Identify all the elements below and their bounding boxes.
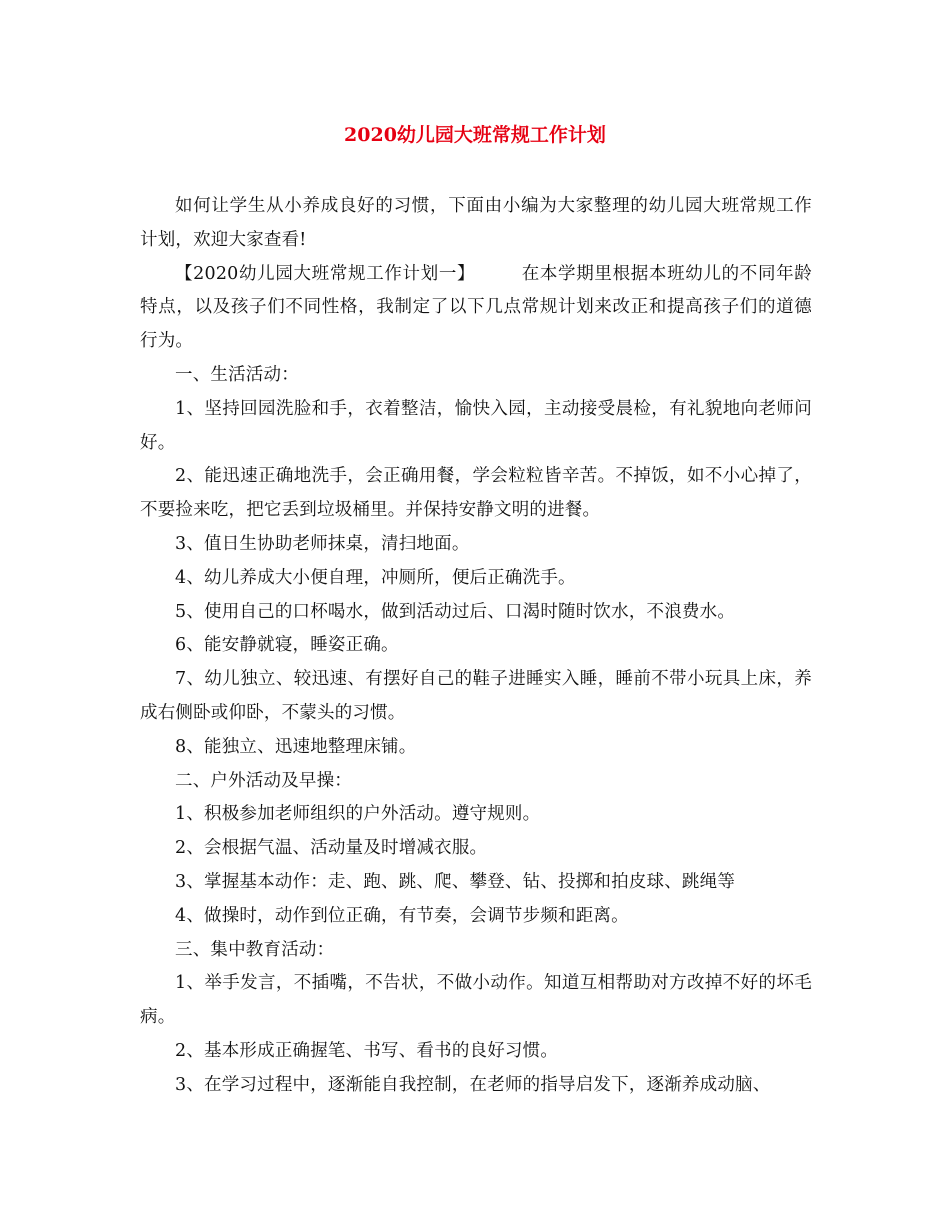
list-item: 1、坚持回园洗脸和手，衣着整洁，愉快入园，主动接受晨检，有礼貌地向老师问好。: [140, 398, 812, 453]
list-item: 3、值日生协助老师抹桌，清扫地面。: [175, 533, 470, 554]
list-item: 8、能独立、迅速地整理床铺。: [175, 736, 417, 757]
list-item: 1、积极参加老师组织的户外活动。遵守规则。: [175, 804, 541, 825]
section-heading-education: 三、集中教育活动：: [175, 939, 335, 960]
intro-paragraph: 如何让学生从小养成良好的习惯，下面由小编为大家整理的幼儿园大班常规工作计划，欢迎大家查看!: [140, 196, 812, 250]
list-item: 4、做操时，动作到位正确，有节奏，会调节步频和距离。: [175, 905, 629, 926]
list-item: 2、基本形成正确握笔、书写、看书的良好习惯。: [175, 1040, 559, 1061]
list-item: 1、举手发言，不插嘴，不告状，不做小动作。知道互相帮助对方改掉不好的坏毛病。: [140, 973, 812, 1028]
plan-intro-paragraph: [140, 258, 812, 359]
list-item: 5、使用自己的口杯喝水，做到活动过后、口渴时随时饮水，不浪费水。: [175, 601, 736, 622]
plan-intro-text: 在本学期里根据本班幼儿的不同年龄特点，以及孩子们不同性格，我制定了以下几点常规计划来改正和提高孩子们的道德行为。: [140, 263, 812, 352]
list-item: 2、能迅速正确地洗手，会正确用餐，学会粒粒皆辛苦。不掉饭，如不小心掉了，不要捡来吃，把它丢到垃圾桶里。并保持安静文明的进餐。: [140, 466, 812, 521]
list-item: 2、会根据气温、活动量及时增减衣服。: [175, 838, 488, 859]
list-item: 7、幼儿独立、较迅速、有摆好自己的鞋子进睡实入睡，睡前不带小玩具上床，养成右侧卧或仰卧，不蒙头的习惯。: [140, 669, 812, 723]
list-item: 4、幼儿养成大小便自理，冲厕所，便后正确洗手。: [175, 567, 576, 588]
section-heading-life: 一、生活活动：: [175, 364, 299, 385]
list-item: 6、能安静就寝，睡姿正确。: [175, 635, 399, 656]
section-heading-outdoor: 二、户外活动及早操：: [175, 770, 352, 791]
list-item: 3、在学习过程中，逐渐能自我控制，在老师的指导启发下，逐渐养成动脑、: [175, 1074, 771, 1095]
document-title: 2020幼儿园大班常规工作计划: [344, 124, 606, 146]
plan-heading: 【2020幼儿园大班常规工作计划一】: [175, 263, 476, 284]
document-body: [140, 190, 812, 1103]
list-item: 3、掌握基本动作：走、跑、跳、爬、攀登、钻、投掷和拍皮球、跳绳等: [175, 871, 736, 892]
